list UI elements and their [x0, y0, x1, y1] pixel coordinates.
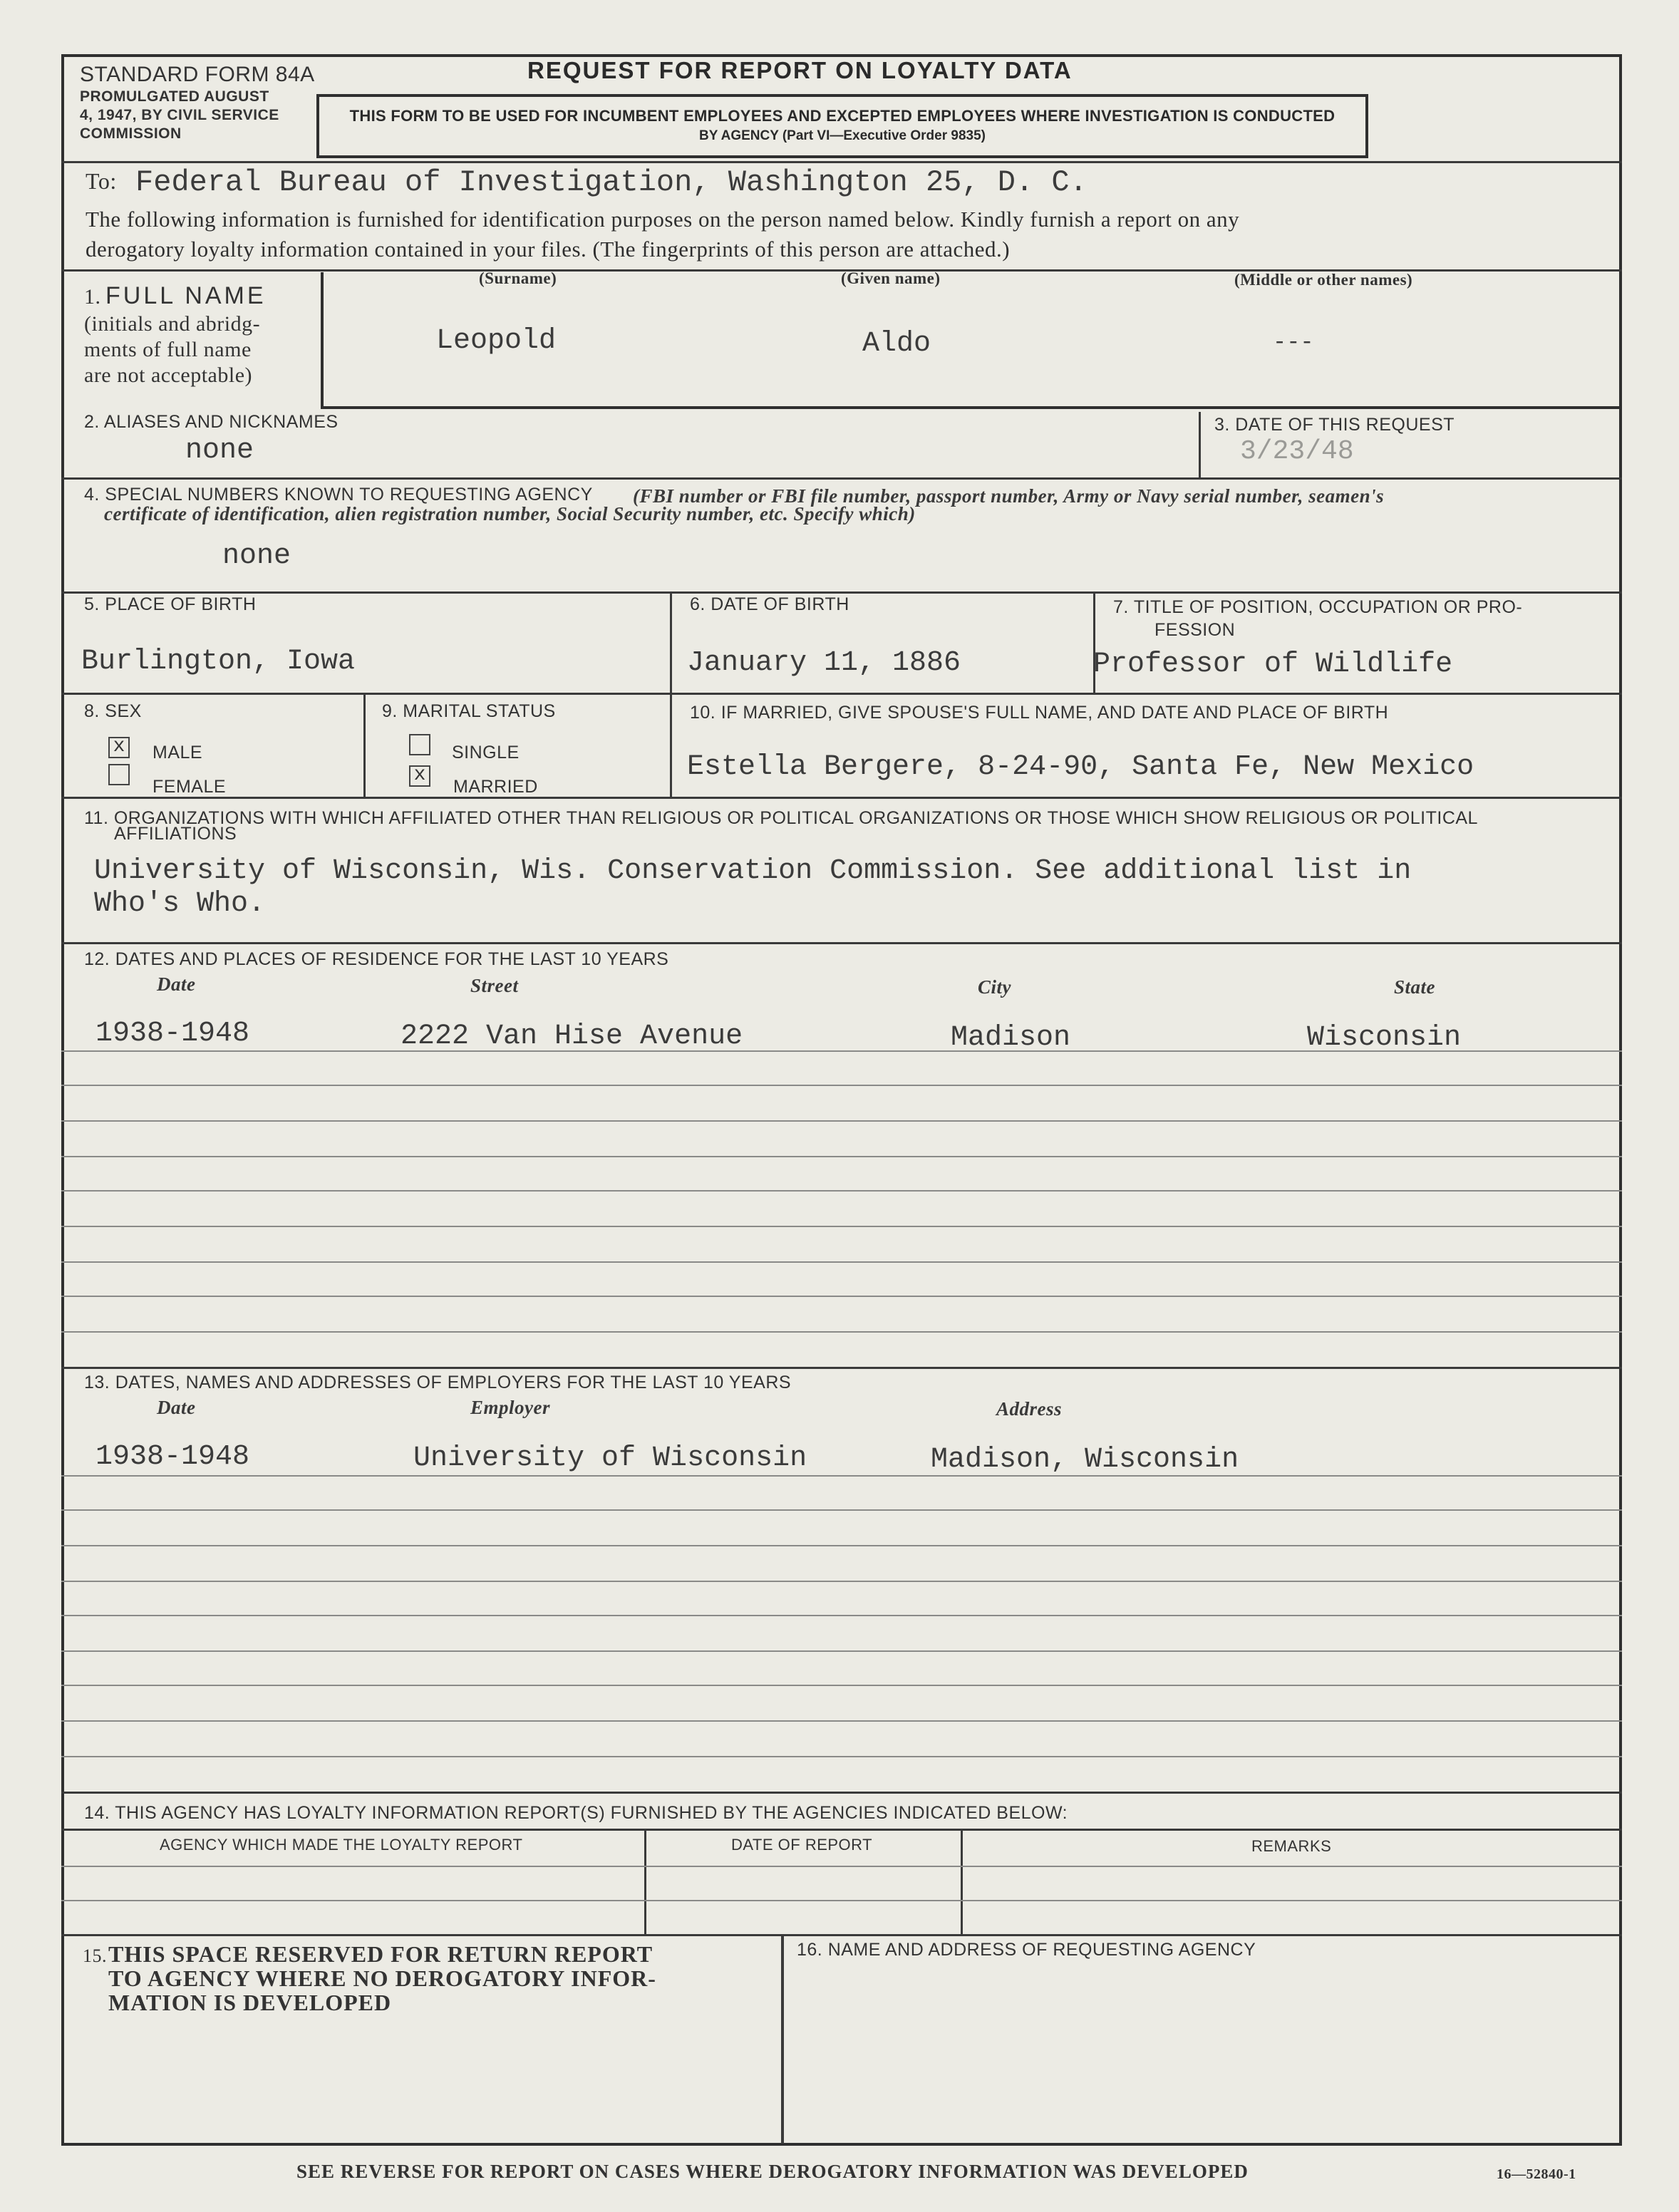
residence-col-date: Date [157, 973, 196, 995]
residence-label: 12. DATES AND PLACES OF RESIDENCE FOR THE LAST 10 YEARS [84, 949, 669, 969]
single-checkbox[interactable] [409, 734, 430, 755]
employer-address: Madison, Wisconsin [931, 1444, 1239, 1476]
loyalty-col-remarks: REMARKS [1251, 1837, 1332, 1855]
spouse-label: 10. IF MARRIED, GIVE SPOUSE'S FULL NAME, AND DATE AND PLACE OF BIRTH [690, 703, 1389, 723]
notice-line-1: THIS FORM TO BE USED FOR INCUMBENT EMPLOYEES AND EXCEPTED EMPLOYEES WHERE INVESTIGATION IS CONDUCTED [349, 107, 1336, 125]
special-numbers-note-2: certificate of identification, alien registration number, Social Security number, etc. Specify which) [104, 503, 916, 524]
residence-date: 1938-1948 [95, 1018, 250, 1050]
special-numbers-value: none [222, 540, 291, 572]
promulgated-line-3: COMMISSION [80, 125, 182, 142]
notice-box [316, 94, 1368, 158]
married-label: MARRIED [453, 777, 538, 797]
birth-place-label: 5. PLACE OF BIRTH [84, 594, 257, 614]
surname-value: Leopold [436, 325, 557, 357]
position-label-line-1: 7. TITLE OF POSITION, OCCUPATION OR PRO- [1113, 597, 1523, 617]
spouse-value: Estella Bergere, 8-24-90, Santa Fe, New Mexico [687, 751, 1474, 783]
full-name-number: 1. [84, 285, 101, 309]
given-name-value: Aldo [862, 328, 931, 360]
loyalty-label: 14. THIS AGENCY HAS LOYALTY INFORMATION REPORT(S) FURNISHED BY THE AGENCIES INDICATED BELOW: [84, 1803, 1068, 1823]
residence-col-state: State [1394, 976, 1436, 998]
loyalty-col-agency: AGENCY WHICH MADE THE LOYALTY REPORT [160, 1836, 523, 1854]
organizations-value-line-2: Who's Who. [94, 888, 266, 920]
female-label: FEMALE [153, 777, 227, 797]
aliases-label: 2. ALIASES AND NICKNAMES [84, 412, 339, 432]
loyalty-col-date: DATE OF REPORT [731, 1836, 873, 1854]
organizations-label-line-1: 11. ORGANIZATIONS WITH WHICH AFFILIATED OTHER THAN RELIGIOUS OR POLITICAL ORGANIZATIONS OR THOSE WHICH SHOW RELIGIOUS OR POLITICAL [84, 808, 1478, 828]
organizations-label-line-2: AFFILIATIONS [114, 824, 237, 844]
request-date-value: 3/23/48 [1240, 436, 1354, 467]
special-numbers-note-1: (FBI number or FBI file number, passport number, Army or Navy serial number, seamen's [633, 485, 1385, 507]
requesting-agency-label: 16. NAME AND ADDRESS OF REQUESTING AGENCY [797, 1940, 1256, 1960]
residence-street: 2222 Van Hise Avenue [401, 1020, 743, 1053]
intro-line-1: The following information is furnished for identification purposes on the person named below. Kindly furnish a report on any [86, 207, 1240, 232]
employer-name: University of Wisconsin [413, 1442, 807, 1474]
full-name-note-1: (initials and abridg- [84, 312, 261, 336]
form-title: REQUEST FOR REPORT ON LOYALTY DATA [527, 57, 1073, 83]
birth-place-value: Burlington, Iowa [81, 646, 356, 678]
birth-date-value: January 11, 1886 [687, 647, 961, 679]
marital-label: 9. MARITAL STATUS [382, 701, 556, 721]
position-label-line-2: FESSION [1154, 620, 1236, 640]
promulgated-line-2: 4, 1947, BY CIVIL SERVICE [80, 107, 279, 123]
female-checkbox[interactable] [108, 764, 130, 785]
sex-label: 8. SEX [84, 701, 142, 721]
request-date-label: 3. DATE OF THIS REQUEST [1214, 415, 1455, 435]
reserved-line-3: MATION IS DEVELOPED [108, 1990, 392, 2015]
intro-line-2: derogatory loyalty information contained in your files. (The fingerprints of this person are attached.) [86, 237, 1011, 262]
employers-label: 13. DATES, NAMES AND ADDRESSES OF EMPLOYERS FOR THE LAST 10 YEARS [84, 1373, 792, 1392]
male-label: MALE [153, 743, 203, 763]
position-value: Professor of Wildlife [1093, 648, 1453, 681]
residence-col-street: Street [470, 975, 519, 996]
employers-col-date: Date [157, 1397, 196, 1418]
residence-state: Wisconsin [1307, 1022, 1462, 1054]
organizations-value-line-1: University of Wisconsin, Wis. Conservation Commission. See additional list in [94, 855, 1412, 887]
special-numbers-label: 4. SPECIAL NUMBERS KNOWN TO REQUESTING AGENCY [84, 485, 593, 505]
full-name-note-3: are not acceptable) [84, 363, 253, 387]
notice-line-2: BY AGENCY (Part VI—Executive Order 9835) [699, 128, 986, 143]
reserved-line-2: TO AGENCY WHERE NO DEROGATORY INFOR- [108, 1965, 656, 1991]
to-label: To: [86, 168, 117, 194]
to-value: Federal Bureau of Investigation, Washington 25, D. C. [135, 165, 1088, 200]
promulgated-line-1: PROMULGATED AUGUST [80, 88, 269, 105]
form-number: STANDARD FORM 84A [80, 63, 315, 86]
reserved-line-1: THIS SPACE RESERVED FOR RETURN REPORT [108, 1941, 653, 1967]
form-code: 16—52840-1 [1497, 2166, 1576, 2182]
middle-name-value: --- [1273, 329, 1314, 356]
surname-label: (Surname) [479, 269, 557, 287]
full-name-note-2: ments of full name [84, 338, 252, 361]
given-name-label: (Given name) [841, 269, 941, 287]
footer-note: SEE REVERSE FOR REPORT ON CASES WHERE DEROGATORY INFORMATION WAS DEVELOPED [296, 2161, 1249, 2182]
birth-date-label: 6. DATE OF BIRTH [690, 594, 849, 614]
married-checkbox[interactable]: x [409, 765, 430, 787]
residence-city: Madison [951, 1022, 1071, 1054]
employers-col-address: Address [996, 1398, 1063, 1420]
male-checkbox[interactable]: x [108, 737, 130, 758]
full-name-label: FULL NAME [105, 282, 267, 309]
residence-col-city: City [978, 976, 1011, 998]
aliases-value: none [185, 435, 254, 467]
employer-date: 1938-1948 [95, 1441, 250, 1473]
reserved-number: 15. [83, 1945, 107, 1966]
single-label: SINGLE [452, 743, 520, 763]
employers-col-employer: Employer [470, 1397, 550, 1418]
middle-name-label: (Middle or other names) [1234, 271, 1413, 289]
